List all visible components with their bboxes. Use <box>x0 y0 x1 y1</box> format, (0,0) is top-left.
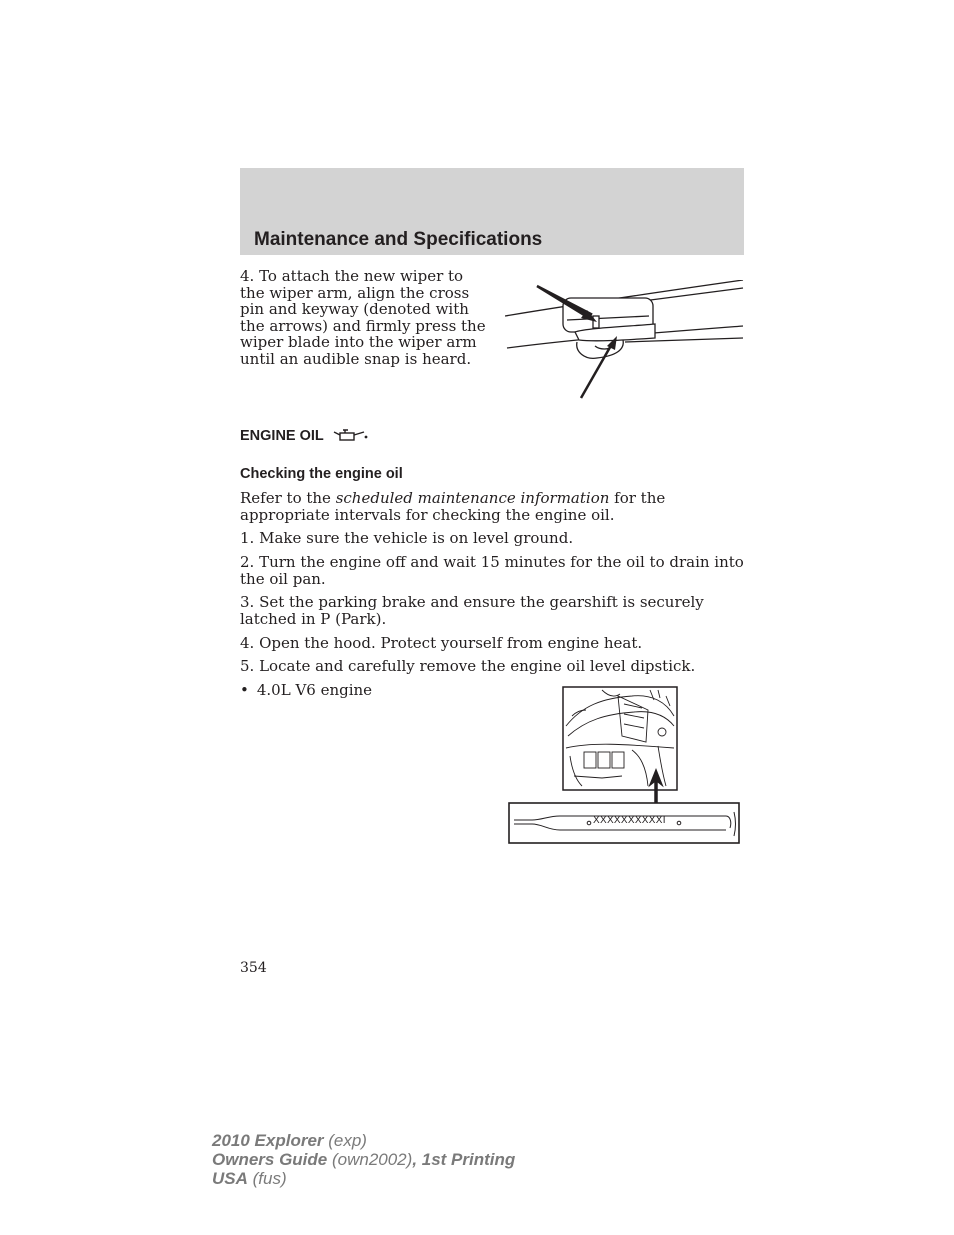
footer-market: USA <box>212 1169 248 1188</box>
footer-model-code: (exp) <box>323 1131 367 1150</box>
footer-printing: , 1st Printing <box>412 1150 516 1169</box>
dipstick-marking: XXXXXXXXXXI <box>593 815 666 826</box>
footer-line-1 <box>212 1131 515 1150</box>
dipstick-illustration <box>508 802 740 844</box>
footer-guide: Owners Guide <box>212 1150 328 1169</box>
engine-compartment-illustration <box>562 686 678 804</box>
wiper-step-4: 4. To attach the new wiper to the wiper arm, align the cross pin and keyway (denoted with the arrows) and firmly press the wiper blade into the wiper arm until an audible snap is heard. <box>240 267 486 368</box>
oil-intro-paragraph <box>240 490 740 523</box>
intro-text-start: Refer to the <box>240 489 336 507</box>
page-number: 354 <box>240 960 267 976</box>
oil-step-3: 3. Set the parking brake and ensure the gearshift is securely latched in P (Park). <box>240 593 704 628</box>
footer-guide-code: (own2002) <box>327 1150 413 1169</box>
print-footer <box>212 1131 515 1188</box>
wiper-attach-illustration <box>505 280 745 400</box>
bullet-dot: • <box>240 681 249 699</box>
engine-variant-bullet <box>240 682 372 699</box>
oil-step-5: 5. Locate and carefully remove the engine oil level dipstick. <box>240 657 696 675</box>
engine-variant-label: 4.0L V6 engine <box>256 681 373 699</box>
section-header-band <box>240 168 744 255</box>
footer-market-code: (fus) <box>247 1169 287 1188</box>
footer-line-3 <box>212 1169 515 1188</box>
oil-step-4: 4. Open the hood. Protect yourself from engine heat. <box>240 634 643 652</box>
oil-can-icon <box>332 428 368 444</box>
scheduled-maintenance-reference: scheduled maintenance information <box>335 489 610 507</box>
oil-step-2: 2. Turn the engine off and wait 15 minutes for the oil to drain into the oil pan. <box>240 553 744 588</box>
engine-oil-heading <box>240 428 368 444</box>
oil-step-1: 1. Make sure the vehicle is on level ground. <box>240 529 574 547</box>
footer-model: 2010 Explorer <box>212 1131 324 1150</box>
intro-text-end: for the appropriate intervals for checking the engine oil. <box>240 489 666 524</box>
engine-oil-title: ENGINE OIL <box>240 428 324 444</box>
footer-line-2 <box>212 1150 515 1169</box>
section-title: Maintenance and Specifications <box>254 229 543 250</box>
checking-oil-subheading: Checking the engine oil <box>240 466 403 482</box>
